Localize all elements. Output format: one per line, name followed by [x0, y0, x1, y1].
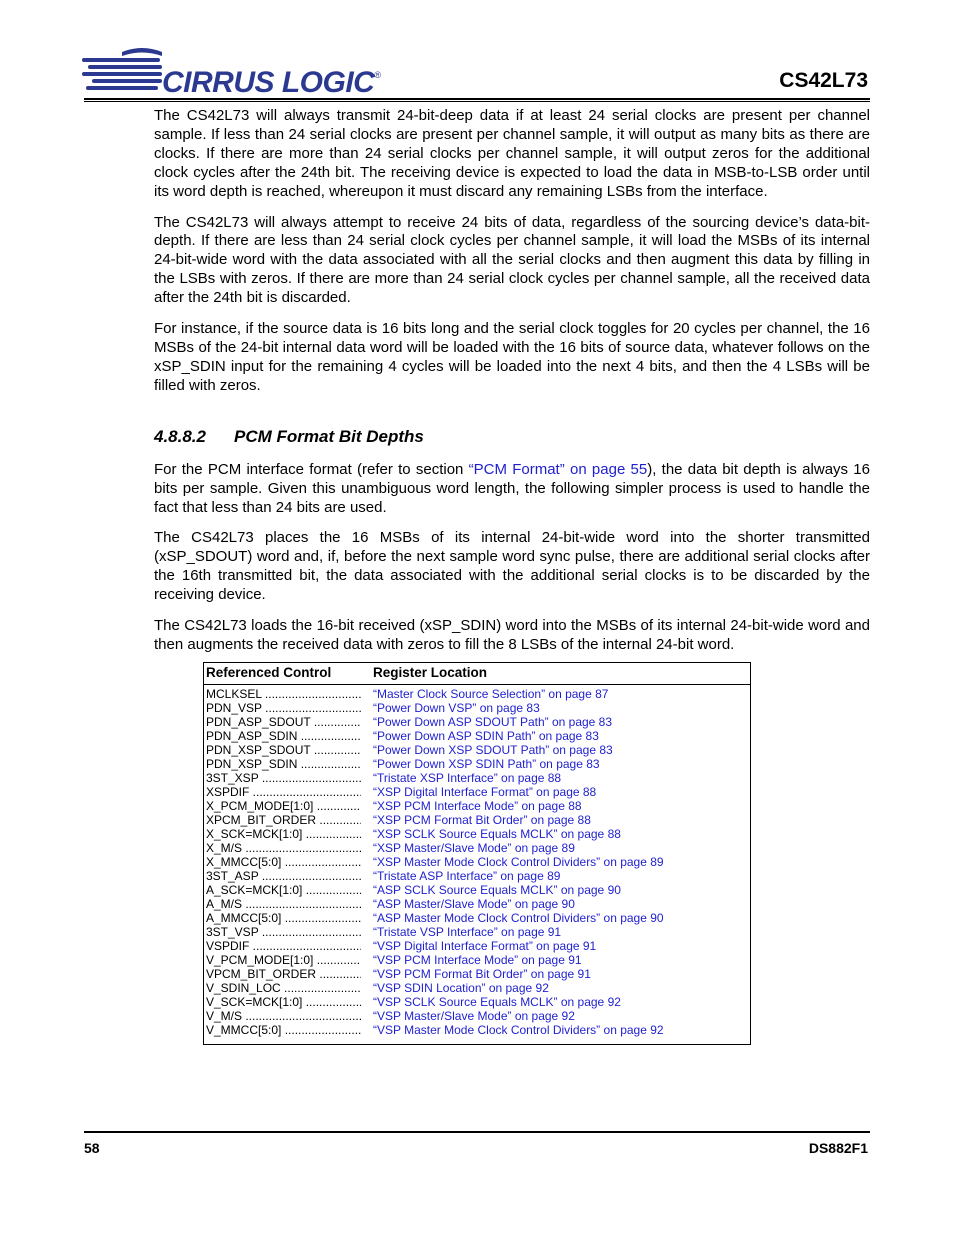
register-location-link[interactable]: “XSP SCLK Source Equals MCLK” on page 88 — [373, 827, 621, 841]
referenced-control: XPCM_BIT_ORDER ..... — [206, 813, 361, 827]
table-row — [204, 1009, 750, 1023]
referenced-control: PDN_ASP_SDIN ..... — [206, 729, 361, 743]
table-row — [204, 981, 750, 995]
document-title: CS42L73 — [779, 69, 868, 92]
section-heading — [154, 427, 870, 447]
referenced-control: MCLKSEL ..... — [206, 687, 361, 701]
logo-wordmark: CIRRUS LOGIC® — [162, 66, 381, 99]
section-title: PCM Format Bit Depths — [234, 426, 424, 446]
table-row — [204, 687, 750, 701]
paragraph: The CS42L73 places the 16 MSBs of its internal 24-bit-wide word into the shorter transmitted (xSP_SDOUT) word and, if, before the next sample word sync pulse, there are additional serial clocks after the 16th transmitted bit, the data associated with the additional serial clocks is to be discarded by the receiving device. — [154, 529, 870, 604]
register-location-link[interactable]: “XSP PCM Interface Mode” on page 88 — [373, 799, 582, 813]
register-location-link[interactable]: “XSP PCM Format Bit Order” on page 88 — [373, 813, 591, 827]
table-row — [204, 869, 750, 883]
register-location-link[interactable]: “Master Clock Source Selection” on page 87 — [373, 687, 609, 701]
referenced-control: X_M/S ..... — [206, 841, 361, 855]
section-number: 4.8.8.2 — [154, 426, 206, 446]
column-header-control: Referenced Control — [206, 665, 332, 680]
referenced-control: PDN_XSP_SDIN ..... — [206, 757, 361, 771]
table-row — [204, 995, 750, 1009]
referenced-control: A_MMCC[5:0] ..... — [206, 911, 361, 925]
register-location-link[interactable]: “VSP Master/Slave Mode” on page 92 — [373, 1009, 575, 1023]
column-header-location: Register Location — [373, 665, 488, 680]
table-row — [204, 925, 750, 939]
paragraph: The CS42L73 will always transmit 24-bit-deep data if at least 24 serial clocks are present per channel sample. If less than 24 serial clocks are present per channel sample, it will output as many bits as there are clocks. If there are more than 24 serial clocks per channel sample, it will output zeros for the additional clock cycles after the 24th bit. The receiving device is expected to load the data in MSB-to-LSB order until its word depth is reached, whereupon it must discard any remaining LSBs from the interface. — [154, 107, 870, 200]
page-number: 58 — [84, 1140, 100, 1156]
header-divider — [84, 98, 870, 102]
register-location-link[interactable]: “Power Down XSP SDOUT Path” on page 83 — [373, 743, 613, 757]
table-row — [204, 743, 750, 757]
table-row — [204, 939, 750, 953]
register-location-link[interactable]: “Tristate ASP Interface” on page 89 — [373, 869, 561, 883]
register-location-link[interactable]: “Power Down ASP SDOUT Path” on page 83 — [373, 715, 613, 729]
table-row — [204, 967, 750, 981]
register-location-link[interactable]: “VSP SCLK Source Equals MCLK” on page 92 — [373, 995, 621, 1009]
referenced-control: V_SCK=MCK[1:0] ..... — [206, 995, 361, 1009]
referenced-control: PDN_XSP_SDOUT ..... — [206, 743, 361, 757]
table-row — [204, 757, 750, 771]
referenced-control: VPCM_BIT_ORDER ..... — [206, 967, 361, 981]
paragraph: For the PCM interface format (refer to section “PCM Format” on page 55), the data bit depth is always 16 bits per sample. Given this unambiguous word length, the following simpler process is used to handle the fact that less than 24 bits are used. — [154, 460, 870, 516]
footer-divider — [84, 1131, 870, 1133]
referenced-control: A_SCK=MCK[1:0] ..... — [206, 883, 361, 897]
register-location-link[interactable]: “XSP Master/Slave Mode” on page 89 — [373, 841, 575, 855]
register-location-link[interactable]: “Power Down VSP” on page 83 — [373, 701, 540, 715]
table-row — [204, 883, 750, 897]
register-location-link[interactable]: “ASP Master/Slave Mode” on page 90 — [373, 897, 575, 911]
main-content — [154, 107, 870, 667]
table-row — [204, 855, 750, 869]
referenced-control: X_PCM_MODE[1:0] ..... — [206, 799, 361, 813]
referenced-control: 3ST_XSP ..... — [206, 771, 361, 785]
table-row — [204, 799, 750, 813]
pcm-format-link[interactable]: “PCM Format” on page 55 — [468, 460, 648, 478]
referenced-control: V_MMCC[5:0] ..... — [206, 1023, 361, 1037]
paragraph: For instance, if the source data is 16 bits long and the serial clock toggles for 20 cycles per channel, the 16 MSBs of the 24-bit internal data word will be loaded with the 16 bits of source data, whatever follows on the xSP_SDIN input for the remaining 4 cycles will be loaded into the next 4 bits, and then the 4 LSBs will be filled with zeros. — [154, 320, 870, 394]
table-body — [204, 685, 750, 1037]
register-location-link[interactable]: “XSP Master Mode Clock Control Dividers” on page 89 — [373, 855, 664, 869]
register-location-link[interactable]: “Tristate VSP Interface” on page 91 — [373, 925, 562, 939]
table-row — [204, 953, 750, 967]
register-location-link[interactable]: “VSP Digital Interface Format” on page 91 — [373, 939, 597, 953]
table-row — [204, 715, 750, 729]
referenced-control: PDN_VSP ..... — [206, 701, 361, 715]
table-row — [204, 841, 750, 855]
paragraph: The CS42L73 will always attempt to receive 24 bits of data, regardless of the sourcing device’s data-bit-depth. If there are less than 24 serial clock cycles per channel sample, it will load the MSBs of its internal 24-bit-wide word with the data associated with all the serial clocks and then augment this data by filling in the LSBs with zeros. If there are more than 24 serial clock cycles per channel sample, all the received data after the 24th bit is discarded. — [154, 213, 870, 307]
referenced-control: VSPDIF ..... — [206, 939, 361, 953]
referenced-control: V_SDIN_LOC ..... — [206, 981, 361, 995]
register-location-link[interactable]: “Tristate XSP Interface” on page 88 — [373, 771, 562, 785]
register-location-link[interactable]: “VSP PCM Format Bit Order” on page 91 — [373, 967, 591, 981]
table-row — [204, 1023, 750, 1037]
referenced-control: A_M/S ..... — [206, 897, 361, 911]
table-row — [204, 897, 750, 911]
register-location-link[interactable]: “Power Down XSP SDIN Path” on page 83 — [373, 757, 600, 771]
referenced-control: 3ST_ASP ..... — [206, 869, 361, 883]
paragraph: The CS42L73 loads the 16-bit received (xSP_SDIN) word into the MSBs of its internal 24-bit-wide word and then augments the received data with zeros to fill the 8 LSBs of the internal 24-bit word. — [154, 617, 870, 653]
referenced-control: XSPDIF ..... — [206, 785, 361, 799]
register-location-link[interactable]: “ASP SCLK Source Equals MCLK” on page 90 — [373, 883, 621, 897]
register-location-link[interactable]: “Power Down ASP SDIN Path” on page 83 — [373, 729, 599, 743]
table-row — [204, 701, 750, 715]
register-location-link[interactable]: “VSP SDIN Location” on page 92 — [373, 981, 549, 995]
register-location-link[interactable]: “VSP Master Mode Clock Control Dividers” on page 92 — [373, 1023, 664, 1037]
table-row — [204, 771, 750, 785]
register-location-link[interactable]: “XSP Digital Interface Format” on page 88 — [373, 785, 597, 799]
table-row — [204, 911, 750, 925]
table-row — [204, 785, 750, 799]
register-table — [203, 662, 751, 1045]
table-row — [204, 813, 750, 827]
register-location-link[interactable]: “VSP PCM Interface Mode” on page 91 — [373, 953, 582, 967]
document-id: DS882F1 — [808, 1140, 868, 1156]
referenced-control: PDN_ASP_SDOUT ..... — [206, 715, 361, 729]
table-row — [204, 827, 750, 841]
referenced-control: 3ST_VSP ..... — [206, 925, 361, 939]
register-location-link[interactable]: “ASP Master Mode Clock Control Dividers” on page 90 — [373, 911, 664, 925]
referenced-control: X_SCK=MCK[1:0] ..... — [206, 827, 361, 841]
referenced-control: V_M/S ..... — [206, 1009, 361, 1023]
table-row — [204, 729, 750, 743]
referenced-control: X_MMCC[5:0] ..... — [206, 855, 361, 869]
table-header — [204, 663, 750, 685]
referenced-control: V_PCM_MODE[1:0] ..... — [206, 953, 361, 967]
